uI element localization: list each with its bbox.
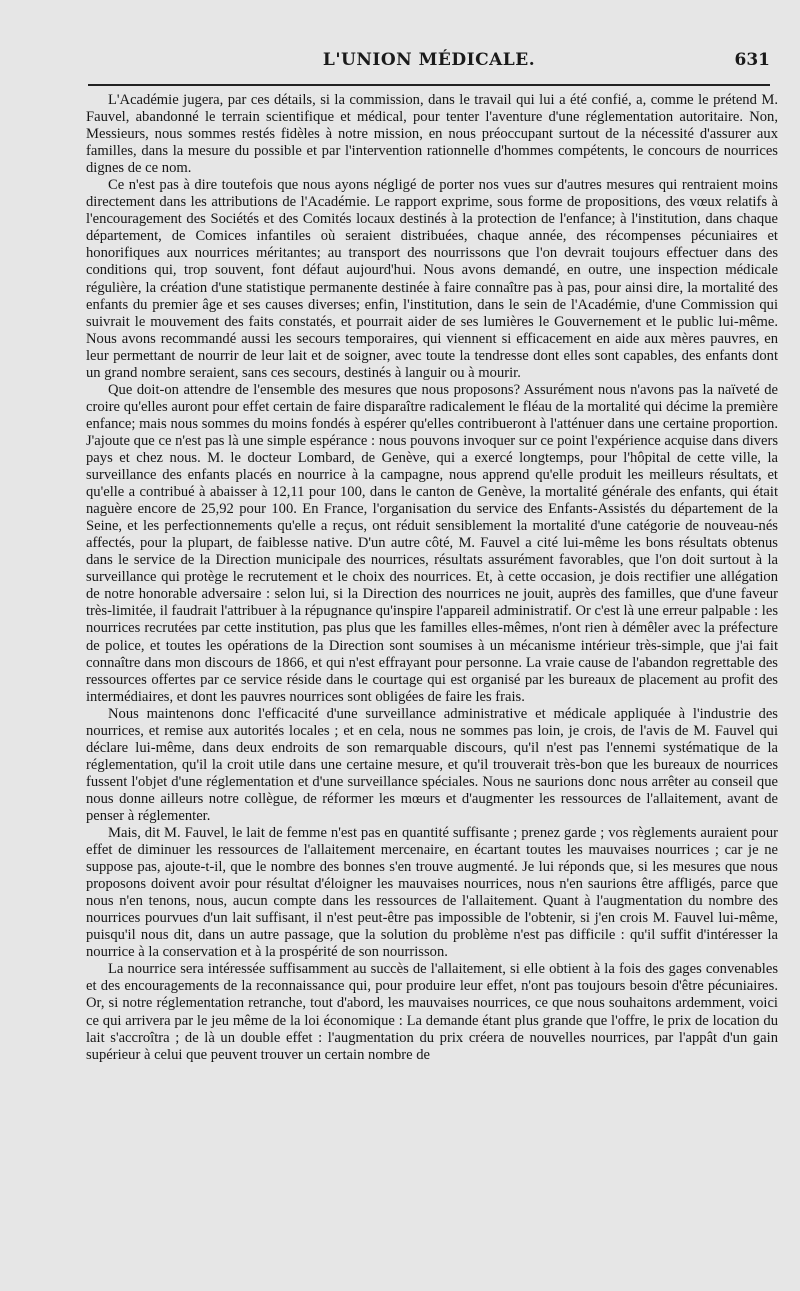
body-text [86,92,778,1064]
paragraph: Mais, dit M. Fauvel, le lait de femme n'est pas en quantité suffisante ; prenez garde ; vos règlements auraient pour effet de diminuer les ressources de l'allaitement mercenaire, en écartant toutes les mauvaises nourrices ; car je ne suppose pas, ajoute-t-il, que le nombre des bonnes s'en trouve augmenté. Je lui réponds que, si les mesures que nous proposons doivent avoir pour résultat d'éloigner les mauvaises nourrices, nous n'en saurions être affligés, parce que nous n'en tenons, nous, aucun compte dans les ressources de l'allaitement. Quant à l'augmentation du nombre des nourrices pourvues d'un lait suffisant, il n'est peut-être pas impossible de l'obtenir, si j'en crois M. Fauvel lui-même, puisqu'il nous dit, dans un autre passage, que la solution du problème n'est pas difficile : qu'il suffit d'intéresser la nourrice à la conservation et à la prospérité de son nourrisson. [86,825,778,961]
paragraph: Nous maintenons donc l'efficacité d'une surveillance administrative et médicale appliquée à l'industrie des nourrices, et remise aux autorités locales ; et en cela, nous ne sommes pas loin, je crois, de l'avis de M. Fauvel qui déclare lui-même, dans deux endroits de son remarquable discours, qu'il n'est pas l'ennemi systématique de la réglementation, qu'il la croit utile dans une certaine mesure, et qu'il trouverait très-bon que les bureaux de nourrices fussent l'objet d'une réglementation et d'une surveillance spéciales. Nous ne saurions donc nous arrêter au conseil que nous donne ailleurs notre collègue, de réformer les mœurs et d'augmenter les ressources de l'allaitement, avant de penser à réglementer. [86,705,778,824]
paragraph: Que doit-on attendre de l'ensemble des mesures que nous proposons? Assurément nous n'avons pas la naïveté de croire qu'elles auront pour effet certain de faire disparaître radicalement le fléau de la mortalité qui décime la première enfance; mais nous sommes du moins fondés à espérer qu'elles contribueront à l'atténuer dans une certaine proportion. J'ajoute que ce n'est pas là une simple espérance : nous pouvons invoquer sur ce point l'expérience acquise dans divers pays et chez nous. M. le docteur Lombard, de Genève, qui a exercé longtemps, pour l'hôpital de cette ville, la surveillance des enfants placés en nourrice à la campagne, nous apprend qu'elle produit les meilleurs résultats, et qu'elle a contribué à abaisser à 12,11 pour 100, dans le canton de Genève, la mortalité générale des enfants, qui était naguère encore de 25,92 pour 100. En France, l'organisation du service des Enfants-Assistés du département de la Seine, et les perfectionnements qu'elle a reçus, ont réduit sensiblement la mortalité d'une catégorie de nouveau-nés affectés, pour la plupart, de faiblesse native. D'un autre côté, M. Fauvel a cité lui-même les bons résultats obtenus dans le service de la Direction municipale des nourrices, résultats assurément favorables, que l'on doit surtout à la surveillance qui protège le recrutement et le choix des nourrices. Et, à cette occasion, je dois rectifier une allégation de notre honorable adversaire : selon lui, si la Direction des nourrices ne jouit, auprès des familles, que d'une faveur très-limitée, il faudrait l'attribuer à la répugnance qu'inspire l'appareil administratif. Or c'est là une erreur palpable : les nourrices recrutées par cette institution, pas plus que les familles elles-mêmes, n'ont rien à démêler avec la préfecture de police, et toutes les opérations de la Direction sont soumises à un mécanisme intérieur très-simple, que j'ai fait connaître dans mon discours de 1866, et qui n'est effrayant pour personne. La vraie cause de l'abandon regrettable des ressources offertes par ce service réside dans le courtage qui est organisé par les bureaux de placement au profit des intermédiaires, et dont les pauvres nourrices sont obligées de faire les frais. [86,381,778,705]
page-header [88,50,770,82]
running-title: L'UNION MÉDICALE. [322,50,536,70]
page-number: 631 [734,50,770,70]
paragraph: L'Académie jugera, par ces détails, si la commission, dans le travail qui lui a été confié, a, comme le prétend M. Fauvel, abandonné le terrain scientifique et médical, pour tenter l'aventure d'une réglementation autoritaire. Non, Messieurs, nous sommes restés fidèles à notre mission, en nous préoccupant surtout de la nécessité d'assurer aux familles, dans la mesure du possible et par l'intervention rationnelle d'hommes compétents, le concours de nourrices dignes de ce nom. [86,92,778,177]
paragraph: La nourrice sera intéressée suffisamment au succès de l'allaitement, si elle obtient à la fois des gages convenables et des encouragements de la reconnaissance qui, pour produire leur effet, n'ont pas toujours besoin d'être pécuniaires. Or, si notre réglementation retranche, tout d'abord, les mauvaises nourrices, ce que nous souhaitons ardemment, voici ce qui arrivera par le jeu même de la loi économique : La demande étant plus grande que l'offre, le prix de location du lait s'accroîtra ; de là un double effet : l'augmentation du prix créera de nouvelles nourrices, par l'appât d'un gain supérieur à celui que peuvent trouver un certain nombre de [86,961,778,1063]
paragraph: Ce n'est pas à dire toutefois que nous ayons négligé de porter nos vues sur d'autres mesures qui rentraient moins directement dans les attributions de l'Académie. Le rapport exprime, sous forme de propositions, des vœux relatifs à l'encouragement des Sociétés et des Comités locaux destinés à la protection de l'enfance; à l'institution, dans chaque département, de Comices infantiles où seraient distribuées, chaque année, des récompenses pécuniaires et honorifiques aux nourrices méritantes; au transport des nourrissons que l'on devrait toujours effectuer dans des conditions qui, trop souvent, font défaut aujourd'hui. Nous avons demandé, en outre, une inspection médicale régulière, la création d'une statistique permanente destinée à faire connaître pas à pas, pour ainsi dire, la mortalité des enfants du premier âge et ses causes diverses; enfin, l'institution, dans le sein de l'Académie, d'une Commission qui suivrait le mouvement des faits constatés, et pourrait aider de ses lumières le Gouvernement et le public lui-même. Nous avons recommandé aussi les secours temporaires, qui viennent si efficacement en aide aux mères pauvres, en leur permettant de nourrir de leur lait et de soigner, avec toute la tendresse dont elles sont capables, des enfants dont un grand nombre seraient, sans ces secours, destinés à languir ou à mourir. [86,177,778,381]
header-rule [88,84,770,86]
